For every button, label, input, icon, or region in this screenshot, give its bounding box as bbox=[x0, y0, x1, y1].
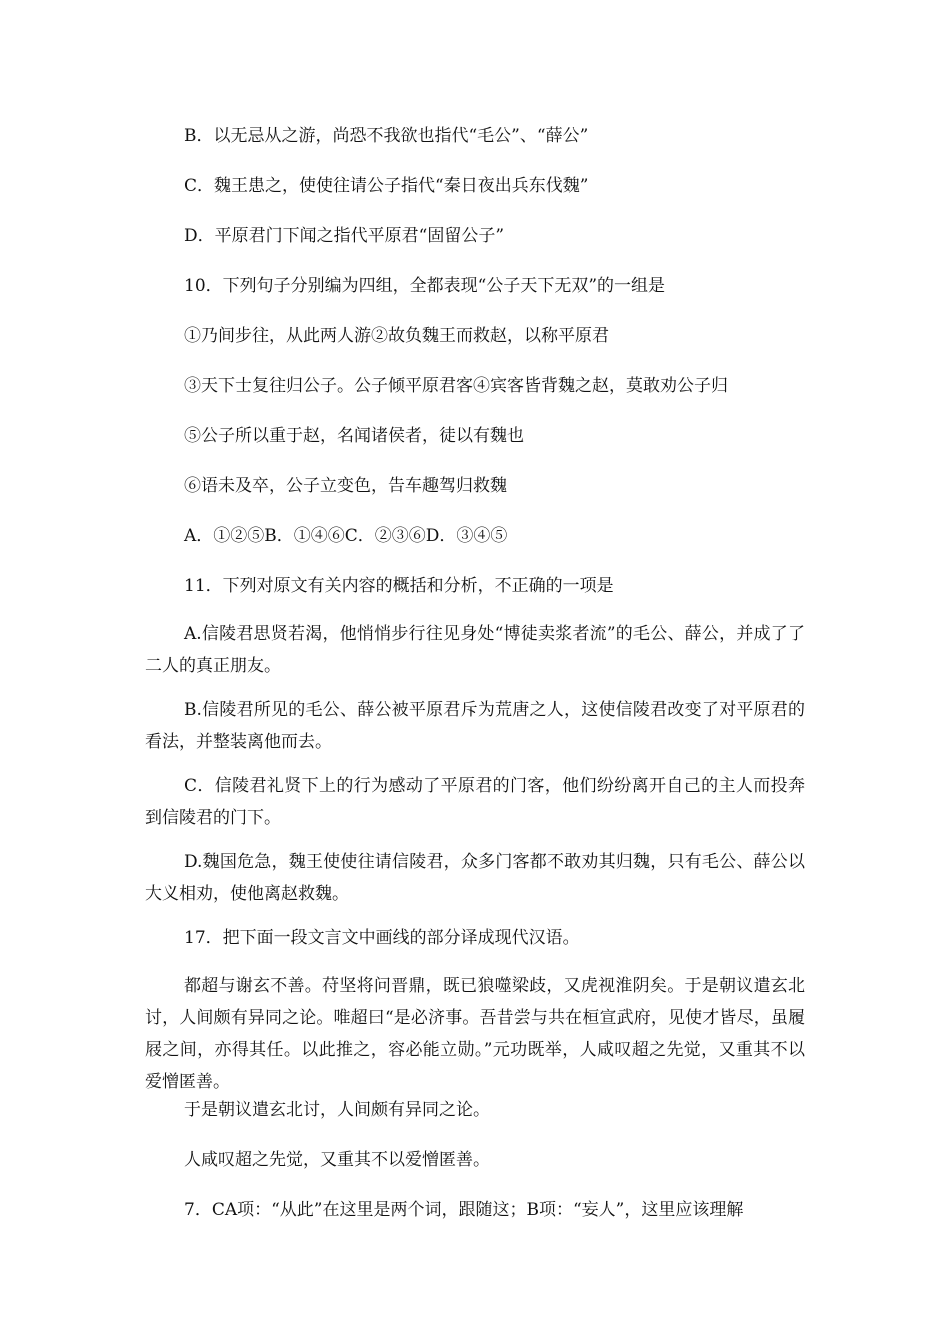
q11-option-c: C．信陵君礼贤下上的行为感动了平原君的门客，他们纷纷离开自己的主人而投奔到信陵君的门下。 bbox=[145, 776, 805, 828]
q10-line-3: ⑤公子所以重于赵，名闻诸侯者，徒以有魏也 bbox=[184, 426, 524, 446]
q10-line-4: ⑥语未及卒，公子立变色，告车趣驾归救魏 bbox=[184, 476, 507, 496]
q9-option-c: C．魏王患之，使使往请公子指代“秦日夜出兵东伐魏” bbox=[184, 176, 589, 196]
q11-stem: 11．下列对原文有关内容的概括和分析，不正确的一项是 bbox=[184, 576, 614, 596]
q9-option-b: B．以无忌从之游，尚恐不我欲也指代“毛公”、“薛公” bbox=[184, 126, 589, 146]
q17-sentence-1: 于是朝议遣玄北讨，人间颇有异同之论。 bbox=[184, 1100, 490, 1120]
q11-option-b: B.信陵君所见的毛公、薛公被平原君斥为荒唐之人，这使信陵君改变了对平原君的看法，并整装离他而去。 bbox=[145, 700, 805, 752]
q10-stem: 10．下列句子分别编为四组，全都表现“公子天下无双”的一组是 bbox=[184, 276, 666, 296]
q10-options: A．①②⑤B．①④⑥C．②③⑥D．③④⑤ bbox=[184, 526, 508, 546]
q9-option-d: D．平原君门下闻之指代平原君“固留公子” bbox=[184, 226, 505, 246]
q17-sentence-2: 人咸叹超之先觉，又重其不以爱憎匿善。 bbox=[184, 1150, 490, 1170]
answer-q7: 7．CA项：“从此”在这里是两个词，跟随这；B项：“妄人”，这里应该理解 bbox=[184, 1200, 744, 1220]
q11-option-d: D.魏国危急，魏王使使往请信陵君，众多门客都不敢劝其归魏，只有毛公、薛公以大义相劝，使他离赵救魏。 bbox=[145, 852, 805, 904]
q17-stem: 17．把下面一段文言文中画线的部分译成现代汉语。 bbox=[184, 928, 580, 948]
q10-line-2: ③天下士复往归公子。公子倾平原君客④宾客皆背魏之赵，莫敢劝公子归 bbox=[184, 376, 728, 396]
q10-line-1: ①乃间步往，从此两人游②故负魏王而救赵，以称平原君 bbox=[184, 326, 609, 346]
q11-option-a: A.信陵君思贤若渴，他悄悄步行往见身处“博徒卖浆者流”的毛公、薛公，并成了了二人的真正朋友。 bbox=[145, 624, 805, 676]
q17-passage: 都超与谢玄不善。苻坚将问晋鼎，既已狼噬梁歧，又虎视淮阴矣。于是朝议遣玄北讨，人间颇有异同之论。唯超曰“是必济事。吾昔尝与共在桓宣武府，见使才皆尽，虽履屐之间，亦得其任。以此推之，容必能立勋。”元功既举，人咸叹超之先觉，又重其不以爱憎匿善。 bbox=[145, 976, 805, 1092]
